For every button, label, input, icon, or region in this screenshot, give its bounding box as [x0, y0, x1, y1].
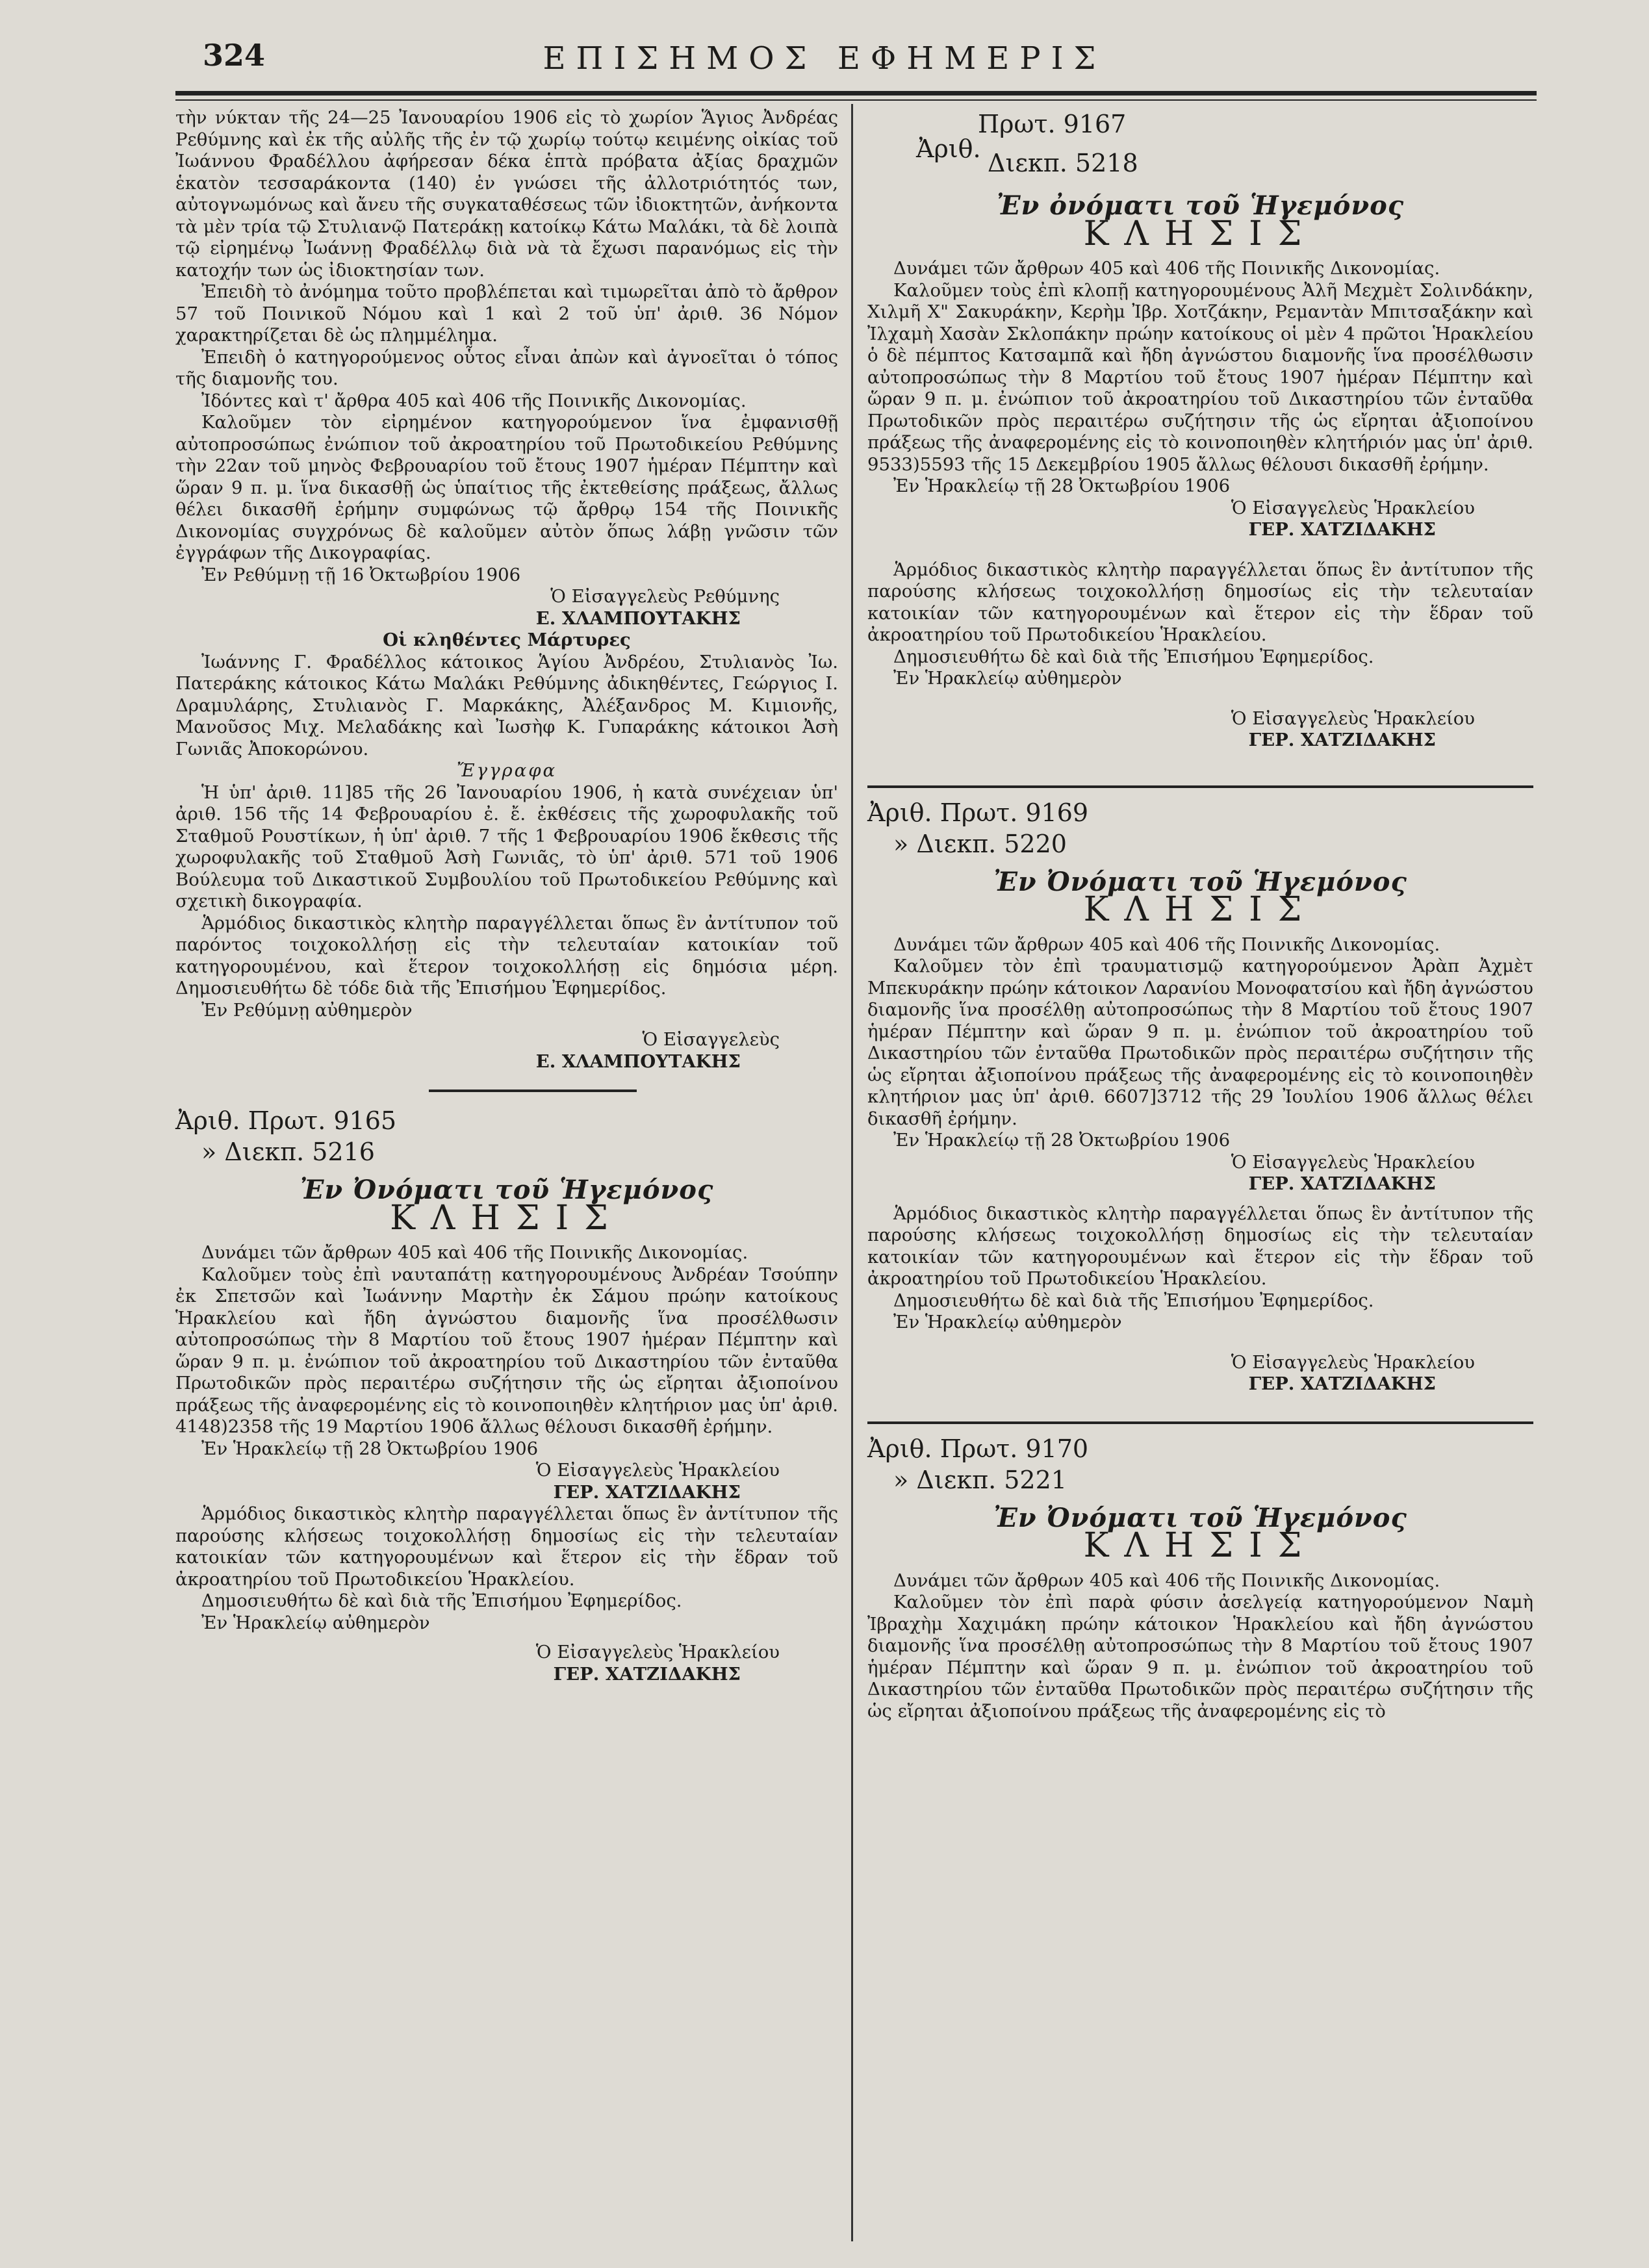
signature-title: Ὁ Εἰσαγγελεὺς	[642, 1029, 780, 1050]
dateline: Ἐν Ἡρακλείῳ τῇ 28 Ὀκτωβρίου 1906	[893, 476, 1231, 496]
signature-name: ΓΕΡ. ΧΑΤΖΙΔΑΚΗΣ	[1248, 1373, 1436, 1394]
notice-klisis: ΚΛΗΣΙΣ	[1083, 214, 1318, 253]
ref-arith: Ἀριθ.	[916, 134, 981, 163]
dateline: Ἐν Ἡρακλείῳ αὐθημερὸν	[201, 1612, 430, 1633]
signature-title: Ὁ Εἰσαγγελεὺς Ἡρακλείου	[1231, 497, 1475, 518]
left-column	[175, 107, 838, 1685]
publish-order: Δημοσιευθήτω δὲ καὶ διὰ τῆς Ἐπισήμου Ἐφημερίδος.	[893, 646, 1374, 667]
notice-klisis: ΚΛΗΣΙΣ	[1083, 1526, 1318, 1565]
section-divider	[429, 1089, 637, 1092]
bailiff-order: Ἁρμόδιος δικαστικὸς κλητὴρ παραγγέλλεται ὅπως ἓν ἀντίτυπον τῆς παρούσης κλήσεως τοιχοκολλήσῃ δημοσίως εἰς τὴν τελευταίαν κατοικίαν τῶν κατηγορουμένων καὶ ἕτερον εἰς τὴν ἕδραν τοῦ ἀκροατηρίου τοῦ Πρωτοδικείου Ἡρακλείου.	[175, 1503, 838, 1590]
signature-name: Ε. ΧΛΑΜΠΟΥΤΑΚΗΣ	[535, 1051, 741, 1072]
dispatch-number: » Διεκπ. 5216	[201, 1138, 375, 1166]
bailiff-order: Ἁρμόδιος δικαστικὸς κλητὴρ παραγγέλλεται ὅπως ἓν ἀντίτυπον τοῦ παρόντος τοιχοκολλήσῃ εἰς τὴν τελευταίαν κατοικίαν τοῦ κατηγορουμένου, καὶ ἕτερον τοιχοκολλήσῃ εἰς δημόσια μέρη. Δημοσιευθήτω δὲ τόδε διὰ τῆς Ἐπισήμου Ἐφημερίδος.	[175, 912, 838, 999]
column-separator	[851, 104, 853, 2241]
intro-paragraph: τὴν νύκταν τῆς 24—25 Ἰανουαρίου 1906 εἰς τὸ χωρίον Ἅγιος Ἀνδρέας Ρεθύμνης καὶ ἐκ τῆς αὐλῆς τῆς ἐν τῷ χωρίῳ τούτῳ κειμένης οἰκίας τοῦ Ἰωάννου Φραδέλλου ἀφήρεσαν δέκα ἑπτὰ πρόβατα ἀξίας δραχμῶν ἑκατὸν τεσσαράκοντα (140) ἐν γνώσει τῆς ἀλλοτριότητός των, αὐτογνωμόνως καὶ ἄνευ τῆς συγκαταθέσεως τῶν ἰδιοκτητῶν, ἀνήκοντα τὰ μὲν τρία τῷ Στυλιανῷ Πατεράκῃ κατοίκῳ Κάτω Μαλάκι, τὰ δὲ λοιπὰ τῷ εἰρημένῳ Ἰωάννῃ Φραδέλλῳ διὰ νὰ τὰ ἔχωσι παρανόμως εἰς τὴν κατοχήν των ὡς ἰδιοκτησίαν των.	[175, 107, 838, 281]
notice-paragraph: Δυνάμει τῶν ἄρθρων 405 καὶ 406 τῆς Ποινικῆς Δικονομίας.	[893, 258, 1440, 279]
dateline: Ἐν Ἡρακλείῳ τῇ 28 Ὀκτωβρίου 1906	[201, 1438, 539, 1459]
notice-paragraph: Δυνάμει τῶν ἄρθρων 405 καὶ 406 τῆς Ποινικῆς Δικονομίας.	[201, 1242, 748, 1263]
signature-title: Ὁ Εἰσαγγελεὺς Ἡρακλείου	[1231, 1351, 1475, 1373]
signature-name: ΓΕΡ. ΧΑΤΖΙΔΑΚΗΣ	[1248, 519, 1436, 540]
documents-text: Ἡ ὑπ' ἀριθ. 11]85 τῆς 26 Ἰανουαρίου 1906, ἡ κατὰ συνέχειαν ὑπ' ἀριθ. 156 τῆς 14 Φεβρουαρίου ἐ. ἔ. ἐκθέσεις τῆς χωροφυλακῆς τοῦ Σταθμοῦ Ρουστίκων, ἡ ὑπ' ἀριθ. 7 τῆς 1 Φεβρουαρίου 1906 ἔκθεσις τῆς χωροφυλακῆς τοῦ Σταθμοῦ Ἀσὴ Γωνιᾶς, τὸ ὑπ' ἀριθ. 571 τοῦ 1906 Βούλευμα τοῦ Δικαστικοῦ Συμβουλίου τοῦ Πρωτοδικείου Ρεθύμνης καὶ σχετικὴ δικογραφία.	[175, 782, 838, 911]
dispatch-number: » Διεκπ. 5221	[893, 1465, 1067, 1494]
dateline: Ἐν Ἡρακλείῳ αὐθημερὸν	[893, 668, 1122, 689]
publish-order: Δημοσιευθήτω δὲ καὶ διὰ τῆς Ἐπισήμου Ἐφημερίδος.	[893, 1290, 1374, 1311]
header-rule-thin	[175, 99, 1537, 101]
notice-paragraph: Καλοῦμεν τοὺς ἐπὶ κλοπῇ κατηγορουμένους Ἀλῆ Μεχμὲτ Σολινδάκην, Χιλμῆ Χ" Σακυράκην, Κερὴμ Ἰβρ. Χοτζάκην, Ρεμαντὰν Μπιτσαξάκην καὶ Ἰλχαμὴ Χασὰν Σκλοπάκην πρώην κατοίκους οἱ μὲν 4 πρῶτοι Ἡρακλείου ὁ δὲ πέμπτος Κατσαμπᾶ καὶ ἤδη ἀγνώστου διαμονῆς ἵνα προσέλθωσιν αὐτοπροσώπως τὴν 8 Μαρτίου τοῦ ἔτους 1907 ἡμέραν Πέμπτην καὶ ὥραν 9 π. μ. ἐνώπιον τοῦ ἀκροατηρίου τοῦ Δικαστηρίου τῶν ἐνταῦθα Πρωτοδικῶν πρὸς περαιτέρω συζήτησιν τῆς ὡς εἴρηται ἀξιοποίνου πράξεως τῆς ἀναφερομένης εἰς τὸ κοινοποιηθὲν κλητήριόν μας ὑπ' ἀριθ. 9533)5593 τῆς 15 Δεκεμβρίου 1905 ἄλλως θέλουσι δικασθῆ ἐρήμην.	[867, 279, 1533, 475]
intro-paragraph: Ἐπειδὴ ὁ κατηγορούμενος οὗτος εἶναι ἀπὼν καὶ ἀγνοεῖται ὁ τόπος τῆς διαμονῆς του.	[175, 346, 838, 389]
notice-paragraph: Δυνάμει τῶν ἄρθρων 405 καὶ 406 τῆς Ποινικῆς Δικονομίας.	[893, 934, 1440, 955]
dateline: Ἐν Ἡρακλείῳ αὐθημερὸν	[893, 1312, 1122, 1332]
signature-name: ΓΕΡ. ΧΑΤΖΙΔΑΚΗΣ	[1248, 1173, 1436, 1194]
signature-name: ΓΕΡ. ΧΑΤΖΙΔΑΚΗΣ	[553, 1663, 741, 1685]
dateline: Ἐν Ρεθύμνῃ αὐθημερὸν	[201, 999, 413, 1021]
notice-paragraph: Καλοῦμεν τὸν ἐπὶ τραυματισμῷ κατηγορούμενον Ἀρὰπ Ἀχμὲτ Μπεκυράκην πρώην κάτοικον Λαρανίου Μονοφατσίου καὶ ἤδη ἀγνώστου διαμονῆς ἵνα προσέλθῃ αὐτοπροσώπως τὴν 8 Μαρτίου τοῦ ἔτους 1907 ἡμέραν Πέμπτην καὶ ὥραν 9 π. μ. ἐνώπιον τοῦ ἀκροατηρίου τοῦ Δικαστηρίου τῶν ἐνταῦθα Πρωτοδικῶν πρὸς περαιτέρω συζήτησιν τῆς ὡς εἴρηται ἀξιοποίνου πράξεως τῆς ἀναφερομένης εἰς τὸ κοινοποιηθὲν κλητήριον μας ὑπ' ἀριθ. 6607]3712 τῆς 29 Ἰουλίου 1906 ἄλλως θέλει δικασθῆ ἐρήμην.	[867, 956, 1533, 1129]
header-rule	[175, 91, 1537, 96]
protocol-number: Ἀριθ. Πρωτ. 9170	[867, 1434, 1089, 1463]
witnesses-heading: Οἱ κληθέντες Μάρτυρες	[383, 630, 631, 650]
dispatch-number: Διεκπ. 5218	[988, 149, 1138, 177]
right-column	[867, 107, 1533, 1722]
signature-title: Ὁ Εἰσαγγελεὺς Ἡρακλείου	[1231, 1151, 1475, 1173]
protocol-number: Ἀριθ. Πρωτ. 9165	[175, 1106, 397, 1135]
notice-heading: Ἐν Ὀνόματι τοῦ Ἡγεμόνος	[993, 1502, 1407, 1533]
protocol-number: Ἀριθ. Πρωτ. 9169	[867, 798, 1089, 827]
signature-name: ΓΕΡ. ΧΑΤΖΙΔΑΚΗΣ	[553, 1481, 741, 1503]
witnesses-text: Ἰωάννης Γ. Φραδέλλος κάτοικος Ἁγίου Ἀνδρέου, Στυλιανὸς Ἰω. Πατεράκης κάτοικος Κάτω Μαλάκι Ρεθύμνης ἀδικηθέντες, Γεώργιος Ι. Δραμυλάρης, Στυλιανὸς Γ. Μαρκάκης, Ἀλέξανδρος Μ. Κιμιονῆς, Μανοῦσος Μιχ. Μελαδάκης καὶ Ἰωσὴφ Κ. Γυπαράκης κάτοικοι Ἀσὴ Γωνιᾶς Ἀποκορώνου.	[175, 651, 838, 759]
reference-block	[867, 107, 1533, 195]
publish-order: Δημοσιευθήτω δὲ καὶ διὰ τῆς Ἐπισήμου Ἐφημερίδος.	[201, 1590, 682, 1611]
dateline: Ἐν Ἡρακλείῳ τῇ 28 Ὀκτωβρίου 1906	[893, 1130, 1231, 1151]
notice-klisis: ΚΛΗΣΙΣ	[390, 1198, 624, 1238]
notice-paragraph: Καλοῦμεν τὸν ἐπὶ παρὰ φύσιν ἀσελγείᾳ κατηγορούμενον Ναμὴ Ἰβραχὴμ Χαχιμάκη πρώην κάτοικον Ἡρακλείου καὶ ἤδη ἀγνώστου διαμονῆς ἵνα προσέλθῃ αὐτοπροσώπως τὴν 8 Μαρτίου τοῦ ἔτους 1907 ἡμέραν Πέμπτην καὶ ὥραν 9 π. μ. ἐνώπιον τοῦ ἀκροατηρίου τοῦ Δικαστηρίου τῶν ἐνταῦθα Πρωτοδικῶν πρὸς περαιτέρω συζήτησιν τῆς ὡς εἴρηται ἀξιοποίνου πράξεως τῆς ἀναφερομένης εἰς τὸ	[867, 1592, 1533, 1722]
protocol-number: Πρωτ. 9167	[978, 110, 1127, 138]
bailiff-order: Ἁρμόδιος δικαστικὸς κλητὴρ παραγγέλλεται ὅπως ἓν ἀντίτυπον τῆς παρούσης κλήσεως τοιχοκολλήσῃ δημοσίως εἰς τὴν τελευταίαν κατοικίαν τῶν κατηγορουμένων καὶ ἕτερον εἰς τὴν ἕδραν τοῦ ἀκροατηρίου τοῦ Πρωτοδικείου Ἡρακλείου.	[867, 559, 1533, 645]
dateline: Ἐν Ρεθύμνῃ τῇ 16 Ὀκτωβρίου 1906	[201, 564, 521, 585]
signature-title: Ὁ Εἰσαγγελεὺς Ἡρακλείου	[1231, 707, 1475, 729]
signature-title: Ὁ Εἰσαγγελεὺς Ἡρακλείου	[535, 1642, 780, 1663]
signature-title: Ὁ Εἰσαγγελεὺς Ρεθύμνης	[550, 586, 780, 607]
bailiff-order: Ἁρμόδιος δικαστικὸς κλητὴρ παραγγέλλεται ὅπως ἓν ἀντίτυπον τῆς παρούσης κλήσεως τοιχοκολλήσῃ δημοσίως εἰς τὴν τελευταίαν κατοικίαν τῶν κατηγορουμένων καὶ ἕτερον εἰς τὴν ἕδραν τοῦ ἀκροατηρίου τοῦ Πρωτοδικείου Ἡρακλείου.	[867, 1203, 1533, 1289]
dispatch-number: » Διεκπ. 5220	[893, 829, 1067, 858]
notice-klisis: ΚΛΗΣΙΣ	[1083, 890, 1318, 929]
notice-heading: Ἐν Ὀνόματι τοῦ Ἡγεμόνος	[993, 866, 1407, 897]
notice-paragraph: Καλοῦμεν τοὺς ἐπὶ ναυταπάτῃ κατηγορουμένους Ἀνδρέαν Τσούπην ἐκ Σπετσῶν καὶ Ἰωάννην Μαρτὴν ἐκ Σάμου πρώην κατοίκους Ἡρακλείου καὶ ἤδη ἀγνώστου διαμονῆς ἵνα προσέλθωσιν αὐτοπροσώπως τὴν 8 Μαρτίου τοῦ ἔτους 1907 ἡμέραν Πέμπτην καὶ ὥραν 9 π. μ. ἐνώπιον τοῦ ἀκροατηρίου τοῦ Δικαστηρίου τῶν ἐνταῦθα Πρωτοδικῶν πρὸς περαιτέρω συζήτησιν τῆς ὡς εἴρηται ἀξιοποίνου πράξεως τῆς ἀναφερομένης εἰς τὸ κοινοποιηθὲν κλητήριον μας ὑπ' ἀριθ. 4148)2358 τῆς 19 Μαρτίου 1906 ἄλλως θέλουσι δικασθῆ ἐρήμην.	[175, 1264, 838, 1437]
notice-heading: Ἐν ὀνόματι τοῦ Ἡγεμόνος	[996, 190, 1405, 221]
documents-heading: Ἔγγραφα	[456, 760, 557, 781]
page-title: ΕΠΙΣΗΜΟΣ ΕΦΗΜΕΡΙΣ	[543, 40, 1106, 77]
notice-paragraph: Δυνάμει τῶν ἄρθρων 405 καὶ 406 τῆς Ποινικῆς Δικονομίας.	[893, 1570, 1440, 1591]
signature-name: Ε. ΧΛΑΜΠΟΥΤΑΚΗΣ	[535, 607, 741, 629]
page-number: 324	[203, 38, 266, 73]
intro-paragraph: Καλοῦμεν τὸν εἰρημένον κατηγορούμενον ἵνα ἐμφανισθῇ αὐτοπροσώπως ἐνώπιον τοῦ ἀκροατηρίου τοῦ Πρωτοδικείου Ρεθύμνης τὴν 22αν τοῦ μηνὸς Φεβρουαρίου τοῦ ἔτους 1907 ἡμέραν Πέμπτην καὶ ὥραν 9 π. μ. ἵνα δικασθῇ ὡς ὑπαίτιος τῆς ἐκτεθείσης πράξεως, ἄλλως θέλει δικασθῆ ἐρήμην συμφώνως τῷ ἄρθρῳ 154 τῆς Ποινικῆς Δικονομίας συγχρόνως δὲ καλοῦμεν αὐτὸν ὅπως λάβῃ γνῶσιν τῶν ἐγγράφων τῆς Δικογραφίας.	[175, 412, 838, 563]
signature-name: ΓΕΡ. ΧΑΤΖΙΔΑΚΗΣ	[1248, 730, 1436, 750]
section-divider	[867, 1421, 1533, 1424]
intro-paragraph: Ἐπειδὴ τὸ ἀνόμημα τοῦτο προβλέπεται καὶ τιμωρεῖται ἀπὸ τὸ ἄρθρον 57 τοῦ Ποινικοῦ Νόμου καὶ 1 καὶ 2 τοῦ ὑπ' ἀριθ. 36 Νόμον χαρακτηρίζεται δὲ ὡς πλημμέλημα.	[175, 281, 838, 346]
intro-paragraph: Ἰδόντες καὶ τ' ἄρθρα 405 καὶ 406 τῆς Ποινικῆς Δικονομίας.	[201, 390, 747, 411]
notice-heading: Ἐν Ὀνόματι τοῦ Ἡγεμόνος	[300, 1175, 714, 1205]
section-divider	[867, 785, 1533, 788]
signature-title: Ὁ Εἰσαγγελεὺς Ἡρακλείου	[535, 1460, 780, 1481]
